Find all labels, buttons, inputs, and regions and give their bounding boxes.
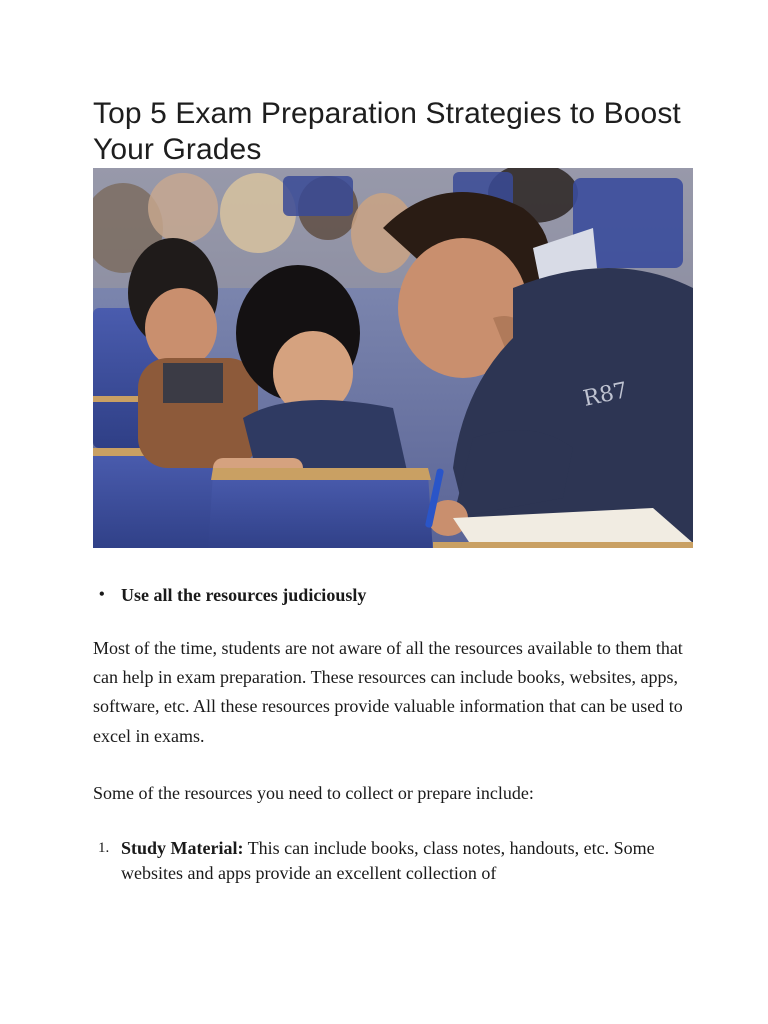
list-item <box>93 836 681 886</box>
exam-hall-photo <box>93 168 693 548</box>
numbered-list <box>93 836 693 886</box>
svg-text:R87: R87 <box>581 378 630 412</box>
exam-hall-illustration <box>93 168 693 548</box>
list-item <box>93 578 693 612</box>
article-title: Top 5 Exam Preparation Strategies to Boost Your Grades <box>93 97 681 166</box>
bullet-list <box>93 578 693 612</box>
paragraph-resources-intro: Some of the resources you need to collect or prepare include: <box>93 782 534 803</box>
paragraph-resources: Most of the time, students are not aware of all the resources available to them that can help in exam preparation. These resources can include books, websites, apps, software, etc. All these resources provide valuable information that can be used to excel in exams. <box>93 638 683 746</box>
list-item-term: Study Material: <box>121 837 244 858</box>
bullet-marker: • <box>99 586 105 603</box>
article <box>93 96 693 886</box>
list-item-text: This can include books, class notes, handouts, etc. Some websites and apps provide an excellent collection of <box>121 837 655 883</box>
list-number: 1. <box>98 839 110 856</box>
bullet-text: Use all the resources judiciously <box>121 585 367 605</box>
